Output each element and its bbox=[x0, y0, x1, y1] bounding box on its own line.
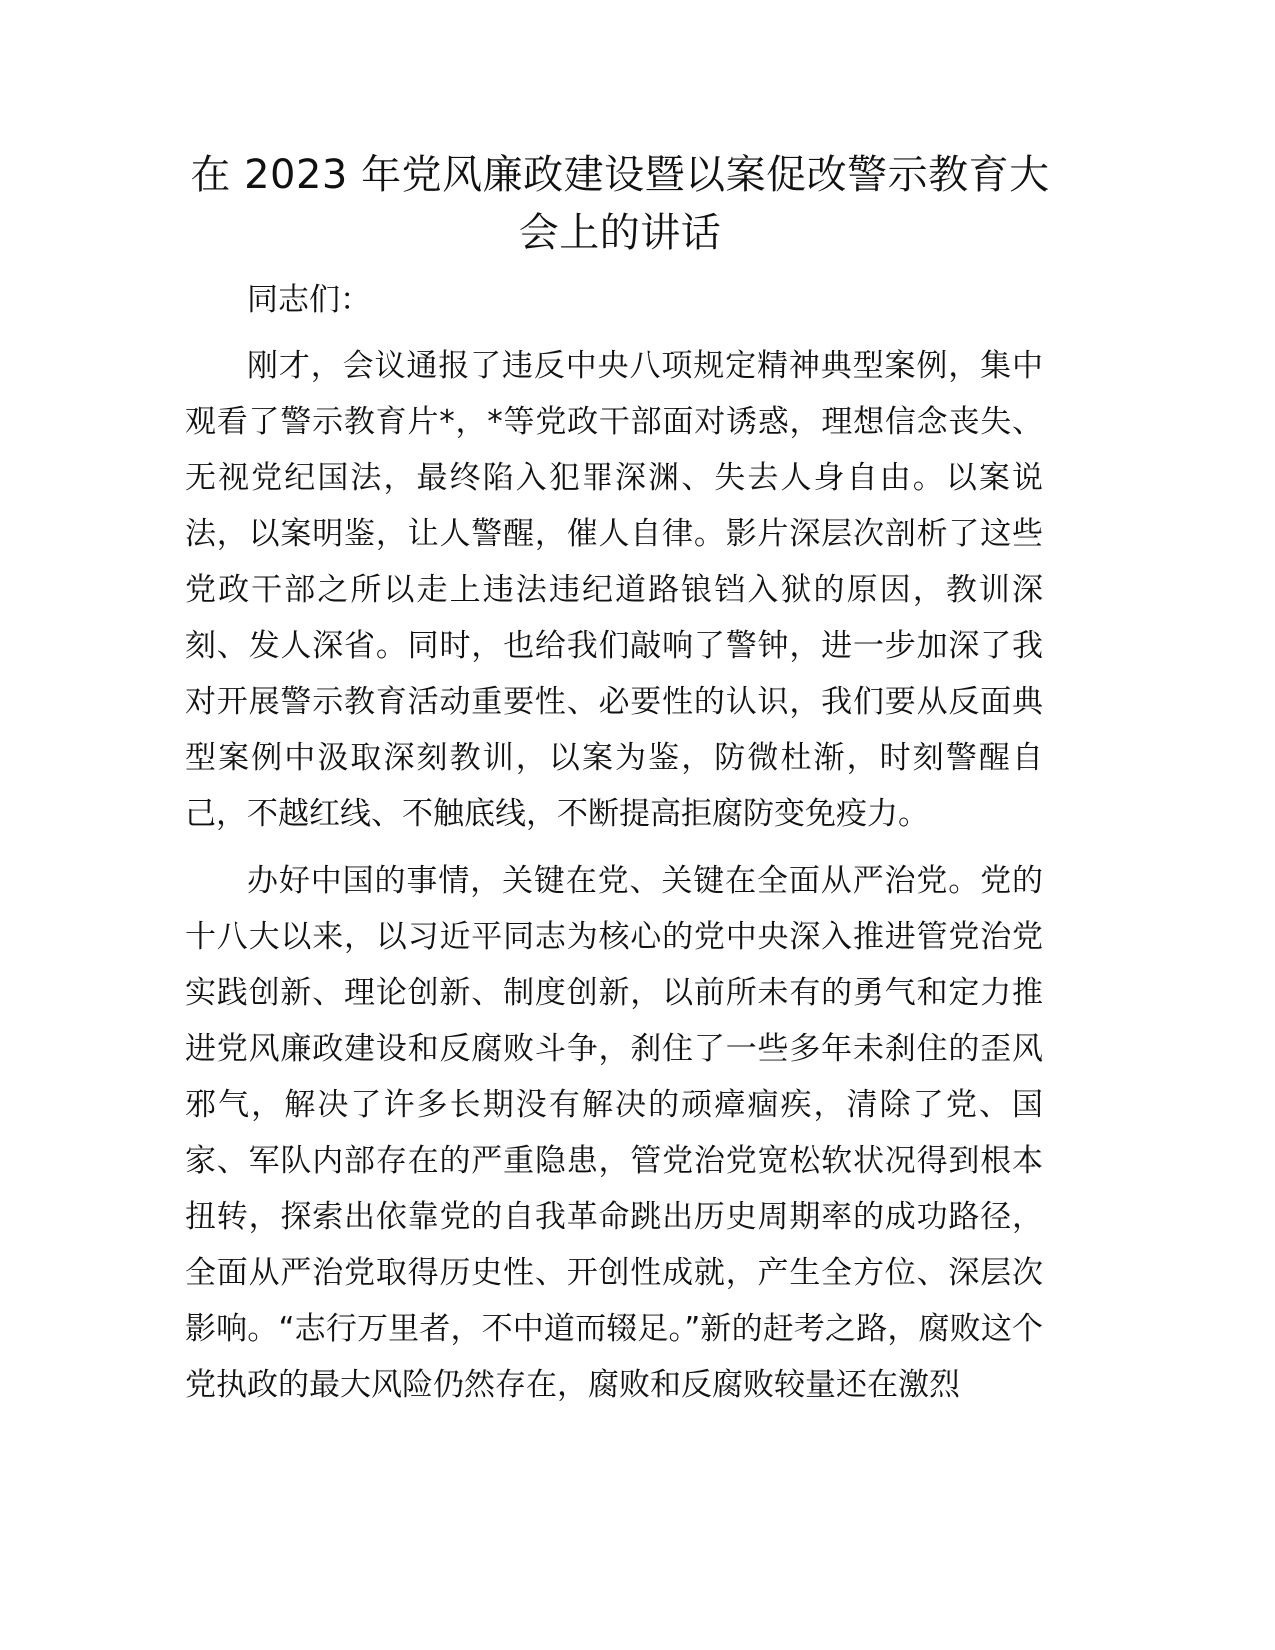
paragraph-2: 办好中国的事情，关键在党、关键在全面从严治党。党的十八大以来，以习近平同志为核心的党中央深入推进管党治党实践创新、理论创新、制度创新，以前所未有的勇气和定力推进党风廉政建设和反腐败斗争，刹住了一些多年未刹住的歪风邪气，解决了许多长期没有解决的顽瘴痼疾，清除了党、国家、军队内部存在的严重隐患，管党治党宽松软状况得到根本扭转，探索出依靠党的自我革命跳出历史周期率的成功路径，全面从严治党取得历史性、开创性成就，产生全方位、深层次影响。“志行万里者，不中道而辍足。”新的赶考之路，腐败这个党执政的最大风险仍然存在，腐败和反腐败较量还在激烈 bbox=[185, 863, 1043, 1403]
salutation: 同志们： bbox=[247, 282, 371, 318]
paragraph-1: 刚才，会议通报了违反中央八项规定精神典型案例，集中观看了警示教育片*，*等党政干部面对诱惑，理想信念丧失、无视党纪国法，最终陷入犯罪深渊、失去人身自由。以案说法，以案明鉴，让人警醒，催人自律。影片深层次剖析了这些党政干部之所以走上违法违纪道路锒铛入狱的原因，教训深刻、发人深省。同时，也给我们敲响了警钟，进一步加深了我对开展警示教育活动重要性、必要性的认识，我们要从反面典型案例中汲取深刻教训，以案为鉴，防微杜渐，时刻警醒自己，不越红线、不触底线，不断提高拒腐防变免疫力。 bbox=[185, 348, 1043, 832]
document-title: 在 2023 年党风廉政建设暨以案促改警示教育大会上的讲话 bbox=[190, 152, 1050, 256]
